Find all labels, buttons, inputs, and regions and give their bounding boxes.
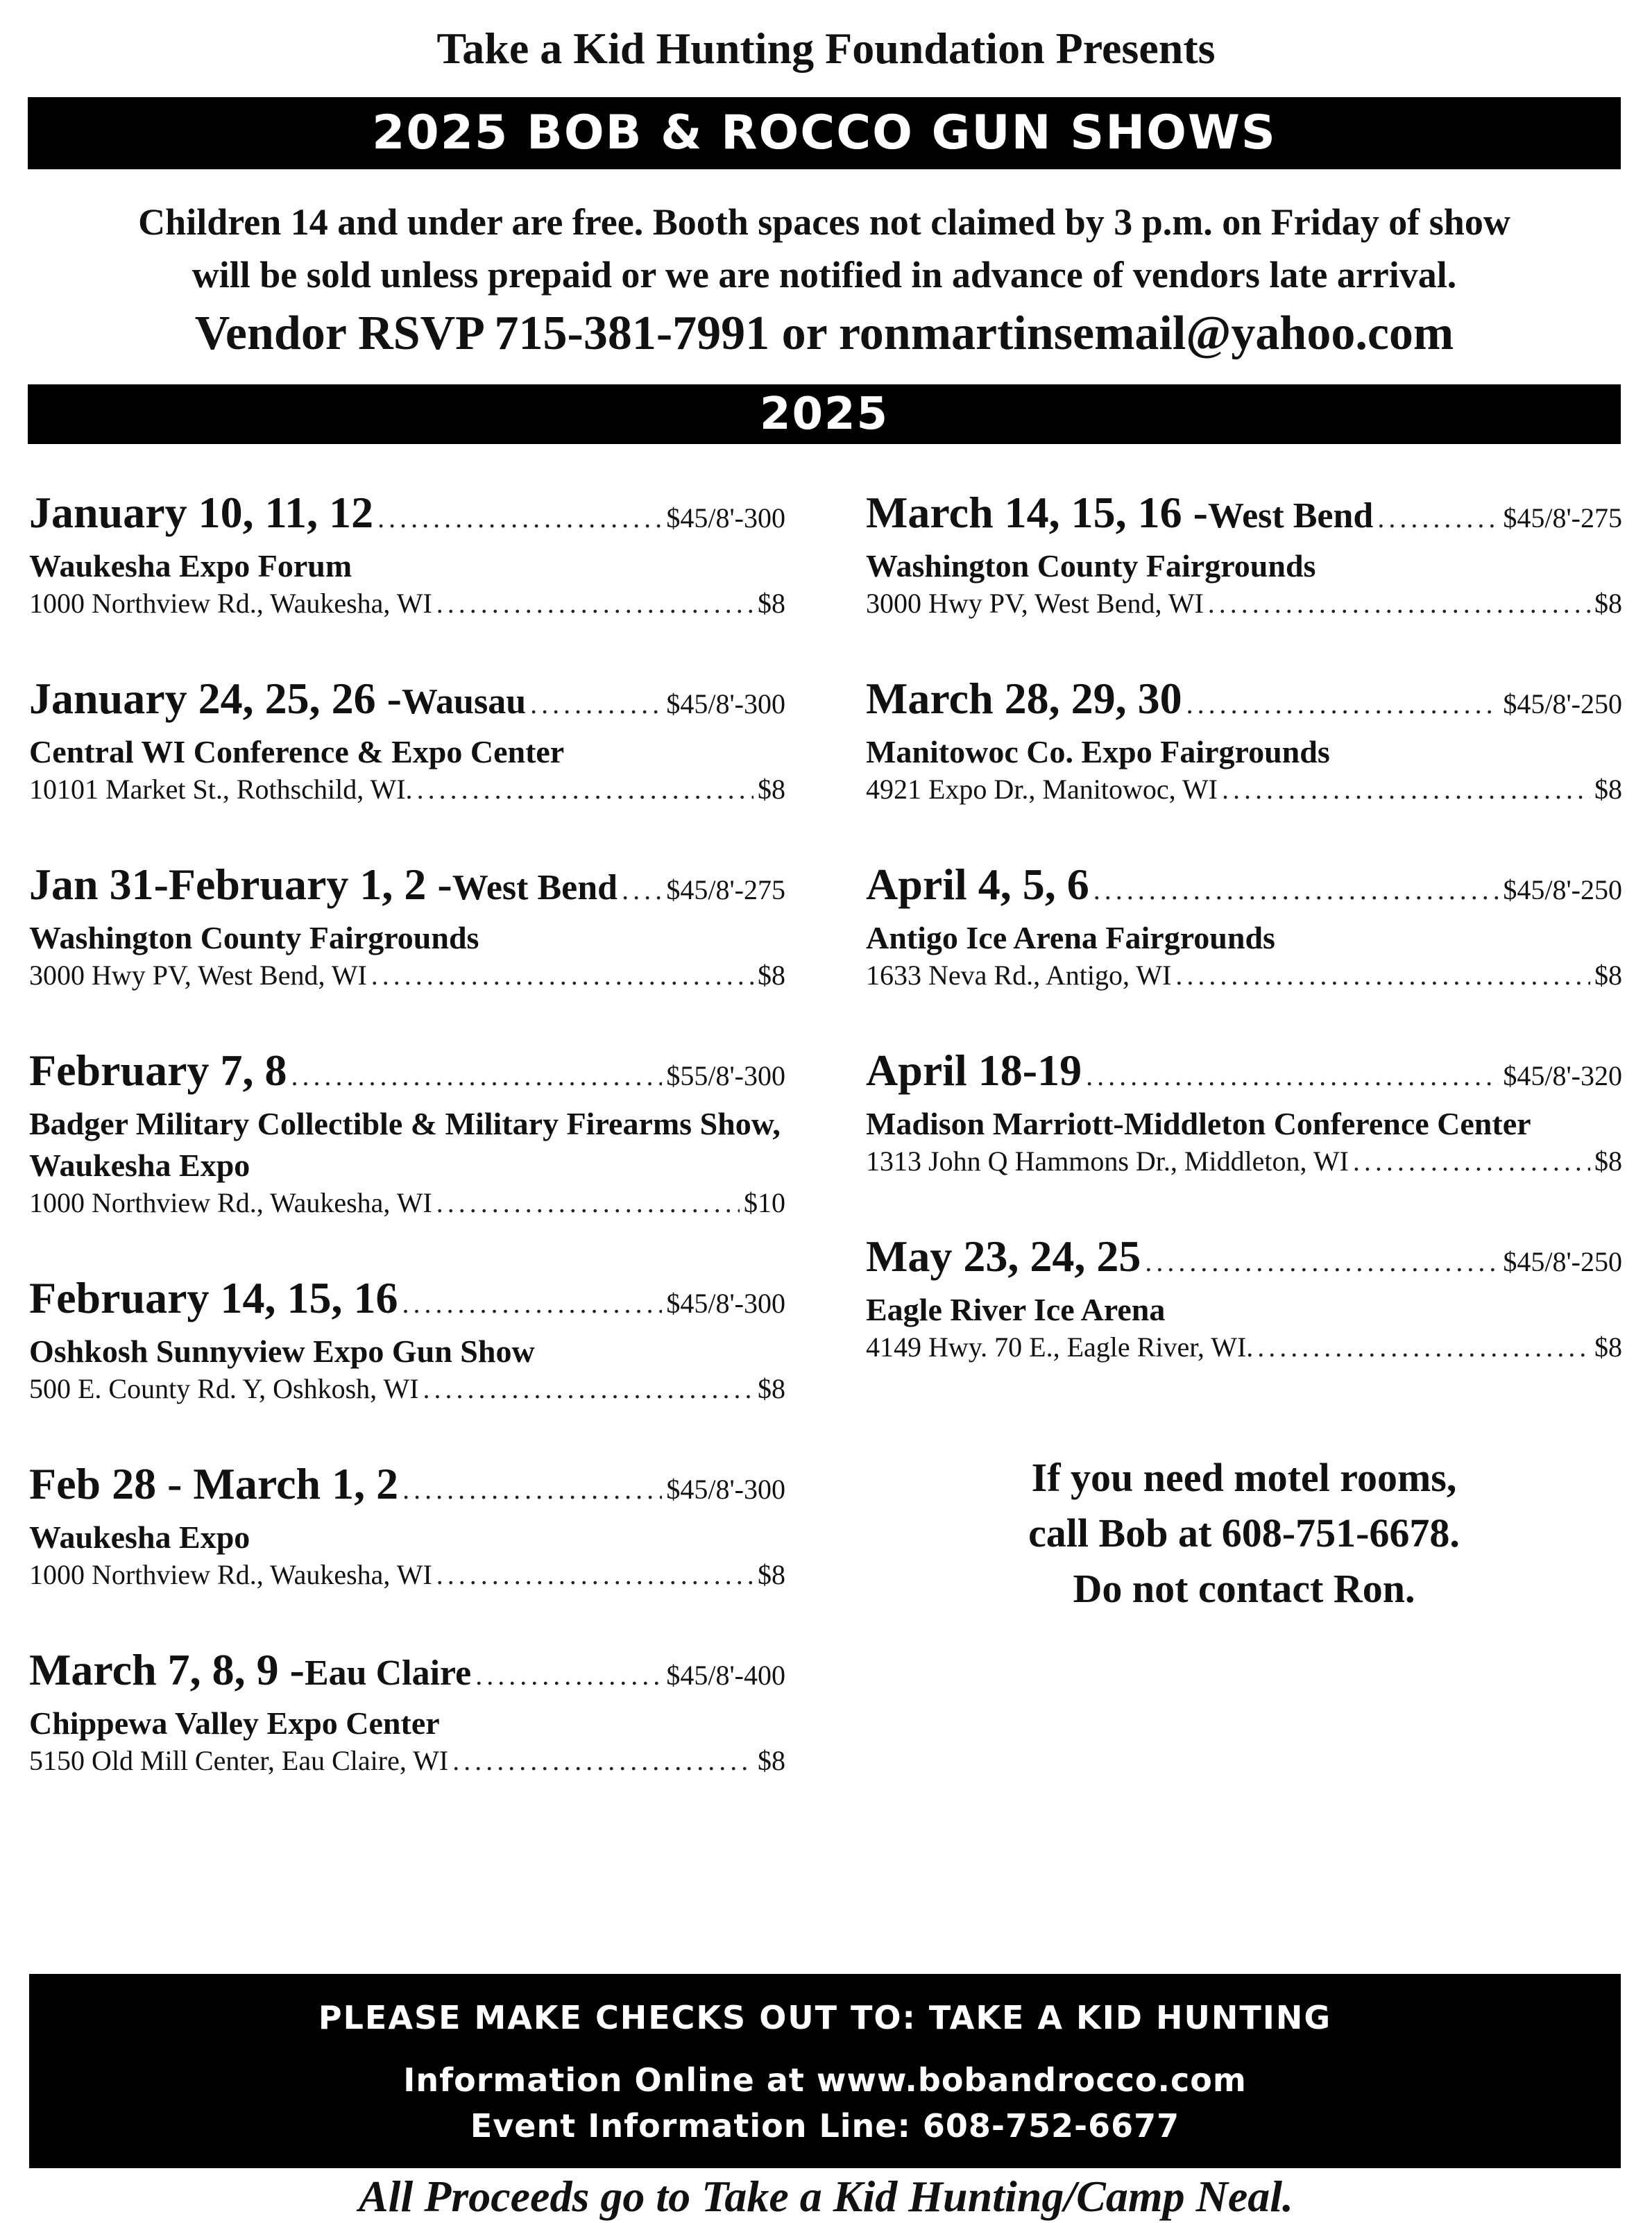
dot-leader [1186, 688, 1499, 720]
show-entry [29, 673, 785, 859]
show-entry [29, 1272, 785, 1458]
event-info-line: Event Information Line: 608-752-6677 [470, 2107, 1180, 2145]
shows-column-left [29, 487, 785, 1830]
show-entry [29, 1045, 785, 1272]
dot-leader [530, 688, 662, 720]
checks-payable-note: PLEASE MAKE CHECKS OUT TO: TAKE A KID HUNTING [318, 1999, 1332, 2036]
booth-price: $45/8'-300 [666, 502, 785, 534]
admission-fee: $8 [758, 1373, 785, 1404]
show-date: January 24, 25, 26 - [29, 674, 402, 723]
dot-leader [423, 1372, 753, 1405]
show-city: West Bend [1207, 496, 1374, 536]
show-city: West Bend [452, 868, 618, 908]
admission-fee: $10 [744, 1187, 785, 1218]
show-entry [866, 487, 1622, 673]
dot-leader [452, 1744, 753, 1777]
show-address: 1000 Northview Rd., Waukesha, WI [29, 1187, 432, 1218]
motel-notice [866, 1450, 1622, 1617]
show-date: Feb 28 - March 1, 2 [29, 1459, 399, 1508]
show-entry [29, 859, 785, 1045]
booth-price: $45/8'-300 [666, 1474, 785, 1505]
booth-price: $45/8'-400 [666, 1660, 785, 1691]
show-address: 5150 Old Mill Center, Eau Claire, WI [29, 1745, 449, 1776]
admission-fee: $8 [758, 588, 785, 619]
show-venue: Washington County Fairgrounds [866, 548, 1316, 584]
show-entry [29, 1644, 785, 1830]
motel-line-2: call Bob at 608-751-6678. [1028, 1510, 1460, 1556]
show-city: Eau Claire [304, 1653, 472, 1693]
show-date: March 14, 15, 16 - [866, 488, 1208, 537]
dot-leader [1093, 874, 1499, 906]
intro-line-1: Children 14 and under are free. Booth spaces not claimed by 3 p.m. on Friday of show [138, 201, 1510, 243]
show-address: 1000 Northview Rd., Waukesha, WI [29, 588, 432, 619]
intro-line-2: will be sold unless prepaid or we are notified in advance of vendors late arrival. [191, 254, 1457, 296]
show-venue: Oshkosh Sunnyview Expo Gun Show [29, 1334, 535, 1369]
dot-leader [436, 1186, 740, 1219]
admission-fee: $8 [758, 1745, 785, 1776]
page-title: 2025 BOB & ROCCO GUN SHOWS [28, 97, 1621, 169]
show-date: January 10, 11, 12 [29, 488, 374, 537]
show-address: 500 E. County Rd. Y, Oshkosh, WI [29, 1373, 419, 1404]
show-address: 1000 Northview Rd., Waukesha, WI [29, 1559, 432, 1590]
booth-price: $45/8'-300 [666, 1288, 785, 1319]
show-date: April 4, 5, 6 [866, 860, 1089, 909]
show-address: 4149 Hwy. 70 E., Eagle River, WI. [866, 1331, 1254, 1363]
booth-price: $55/8'-300 [666, 1060, 785, 1091]
show-address: 3000 Hwy PV, West Bend, WI [866, 588, 1204, 619]
dot-leader [402, 1287, 663, 1320]
booth-price: $45/8'-320 [1503, 1060, 1622, 1091]
show-address: 10101 Market St., Rothschild, WI. [29, 774, 413, 805]
show-venue: Madison Marriott-Middleton Conference Center [866, 1106, 1531, 1141]
admission-fee: $8 [1594, 1145, 1622, 1177]
show-entry [29, 487, 785, 673]
show-venue: Washington County Fairgrounds [29, 920, 479, 955]
motel-line-3: Do not contact Ron. [1073, 1566, 1415, 1611]
admission-fee: $8 [758, 774, 785, 805]
dot-leader [1377, 502, 1499, 534]
show-venue: Manitowoc Co. Expo Fairgrounds [866, 734, 1330, 769]
online-info: Information Online at www.bobandrocco.com [403, 2061, 1247, 2099]
show-date: February 14, 15, 16 [29, 1273, 398, 1322]
show-entry [866, 673, 1622, 859]
dot-leader [1257, 1331, 1590, 1363]
show-city: Wausau [401, 682, 527, 722]
booth-price: $45/8'-250 [1503, 688, 1622, 719]
show-venue: Chippewa Valley Expo Center [29, 1705, 440, 1741]
show-venue: Central WI Conference & Expo Center [29, 734, 565, 769]
show-date: March 28, 29, 30 [866, 674, 1182, 723]
booth-price: $45/8'-300 [666, 688, 785, 719]
show-venue: Eagle River Ice Arena [866, 1292, 1166, 1327]
shows-column-right [866, 487, 1622, 1417]
show-address: 3000 Hwy PV, West Bend, WI [29, 960, 367, 991]
show-entry [866, 859, 1622, 1045]
booth-price: $45/8'-275 [666, 874, 785, 905]
show-date: February 7, 8 [29, 1046, 287, 1095]
vendor-rsvp: Vendor RSVP 715-381-7991 or ronmartinsemail@yahoo.com [194, 307, 1454, 360]
admission-fee: $8 [758, 1559, 785, 1590]
dot-leader [622, 874, 662, 906]
dot-leader [1208, 587, 1590, 620]
admission-fee: $8 [1594, 960, 1622, 991]
show-date: Jan 31-February 1, 2 - [29, 860, 452, 909]
show-date: May 23, 24, 25 [866, 1232, 1141, 1281]
show-date: March 7, 8, 9 - [29, 1645, 305, 1694]
intro-text [28, 196, 1621, 301]
year-banner: 2025 [28, 384, 1621, 444]
dot-leader [475, 1659, 662, 1692]
booth-price: $45/8'-250 [1503, 1246, 1622, 1277]
proceeds-note: All Proceeds go to Take a Kid Hunting/Camp Neal. [358, 2172, 1294, 2221]
show-date: April 18-19 [866, 1046, 1082, 1095]
dot-leader [436, 1558, 753, 1591]
admission-fee: $8 [1594, 774, 1622, 805]
show-venue: Waukesha Expo [29, 1519, 250, 1555]
show-entry [29, 1458, 785, 1644]
show-entry [866, 1231, 1622, 1417]
show-venue: Antigo Ice Arena Fairgrounds [866, 920, 1275, 955]
motel-line-1: If you need motel rooms, [1031, 1455, 1457, 1500]
dot-leader [417, 773, 753, 806]
dot-leader [1086, 1059, 1499, 1092]
dot-leader [377, 502, 662, 534]
dot-leader [1145, 1245, 1499, 1278]
show-address: 4921 Expo Dr., Manitowoc, WI [866, 774, 1218, 805]
show-address: 1313 John Q Hammons Dr., Middleton, WI [866, 1145, 1349, 1177]
admission-fee: $8 [1594, 588, 1622, 619]
booth-price: $45/8'-250 [1503, 874, 1622, 905]
footer-banner [29, 1974, 1621, 2168]
show-venue: Waukesha Expo Forum [29, 548, 352, 584]
booth-price: $45/8'-275 [1503, 502, 1622, 534]
admission-fee: $8 [1594, 1331, 1622, 1363]
dot-leader [436, 587, 753, 620]
dot-leader [371, 959, 753, 991]
dot-leader [291, 1059, 663, 1092]
presenter-heading: Take a Kid Hunting Foundation Presents [436, 24, 1216, 73]
dot-leader [1222, 773, 1590, 806]
admission-fee: $8 [758, 960, 785, 991]
show-address: 1633 Neva Rd., Antigo, WI [866, 960, 1172, 991]
dot-leader [402, 1473, 662, 1506]
show-entry [866, 1045, 1622, 1231]
dot-leader [1353, 1145, 1590, 1177]
dot-leader [1175, 959, 1590, 991]
show-venue: Badger Military Collectible & Military Firearms Show, Waukesha Expo [29, 1106, 781, 1183]
